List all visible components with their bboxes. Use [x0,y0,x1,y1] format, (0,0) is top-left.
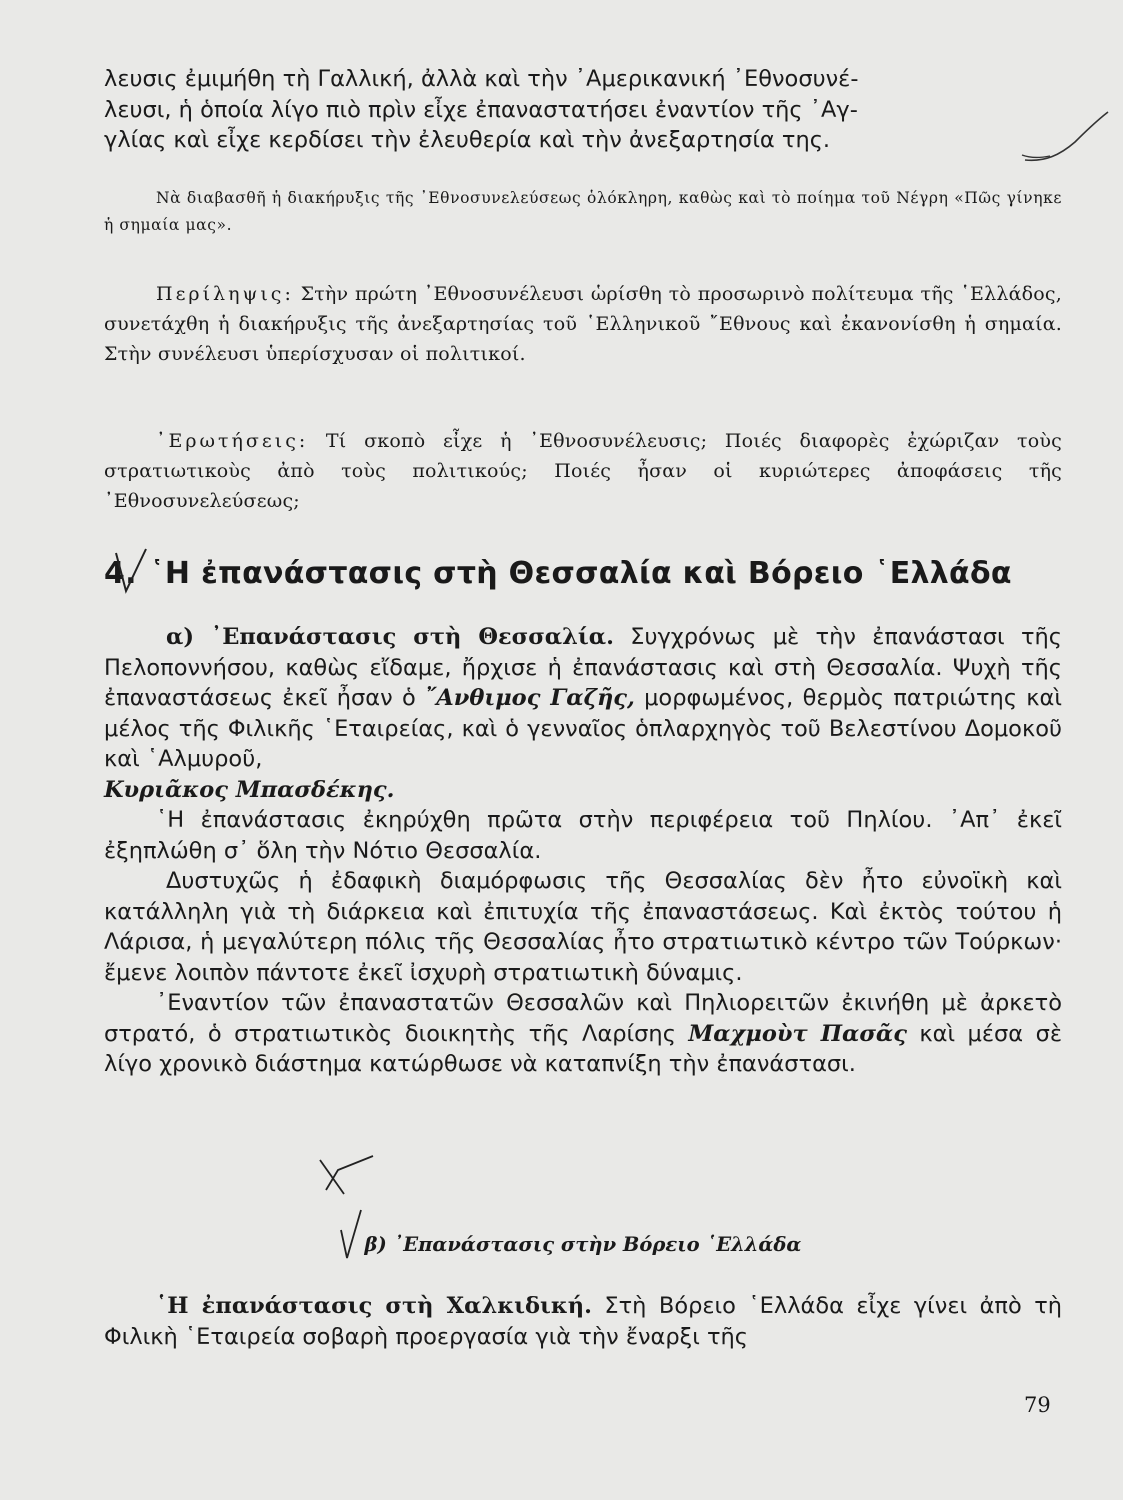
thessaly-paragraph-3: Δυστυχῶς ἡ ἐδαφικὴ διαμόρφωσις τῆς Θεσσαλίας δὲν ἦτο εὐνοϊκὴ καὶ κατάλληλη γιὰ τὴ διάρκεια καὶ ἐπιτυχία τῆς ἐπαναστάσεως. Καὶ ἐκτὸς τούτου ἡ Λάρισα, ἡ μεγαλύτερη πόλις τῆς Θεσσαλίας ἦτο στρατιωτικὸ κέντρο τῶν Τούρκων· ἔμενε λοιπὸν πάντοτε ἐκεῖ ἰσχυρὴ στρατιωτικὴ δύναμις. [104,868,1062,986]
name-kyriakos-basdekis: Κυριᾶκος Μπασδέκης. [104,776,395,803]
pen-mark-top-right [1020,100,1110,170]
north-heading: β) ᾿Επανάστασις στὴν Βόρειο ῾Ελλάδα [364,1233,802,1256]
intro-line-1: λευσις ἐμιμήθη τὴ Γαλλική, ἀλλὰ καὶ τὴν ᾿Αμερικανική ᾿Εθνοσυνέ- [104,66,859,92]
pen-mark-section [112,545,152,605]
section-title: ῾Η ἐπανάστασις στὴ Θεσσαλία καὶ Βόρειο ῾Ελλάδα [149,556,1012,591]
intro-line-3: γλίας καὶ εἶχε κερδίσει τὴν ἐλευθερία καὶ τὴν ἀνεξαρτησία της. [104,127,831,153]
thessaly-section [104,622,1062,1080]
intro-paragraph [104,64,1062,156]
questions-text: Τί σκοπὸ εἶχε ἡ ᾿Εθνοσυνέλευσις; Ποιές διαφορὲς ἐχώριζαν τοὺς στρατιωτικοὺς ἀπὸ τοὺς πολιτικούς; Ποιές ἦσαν οἱ κυριώτερες ἀποφάσεις τῆς ᾿Εθνοσυνελεύσεως; [104,430,1062,512]
thessaly-paragraph-2: ῾Η ἐπανάστασις ἐκηρύχθη πρῶτα στὴν περιφέρεια τοῦ Πηλίου. ᾿Απ᾿ ἐκεῖ ἐξηπλώθη σ᾿ ὅλη τὴν Νότιο Θεσσαλία. [104,807,1062,864]
thessaly-paragraph-1 [104,622,1062,775]
chalkidiki-heading: ῾Η ἐπανάστασις στὴ Χαλκιδική. [156,1293,592,1319]
thessaly-text-4b: καὶ μέσα σὲ λίγο χρονικὸ διάστημα κατώρθωσε νὰ καταπνίξη τὴν ἐπανάστασι. [104,1020,1062,1077]
name-kyriakos-line [104,775,1062,806]
pen-mark-thessaly-end [318,1150,378,1200]
page-number: 79 [1024,1393,1051,1417]
north-paragraph [104,1291,1062,1352]
reading-note: Νὰ διαβασθῆ ἡ διακήρυξις τῆς ᾿Εθνοσυνελεύσεως ὁλόκληρη, καθὼς καὶ τὸ ποίημα τοῦ Νέγρη «Πῶς γίνηκε ἡ σημαία μας». [104,189,1062,234]
thessaly-paragraph-4 [104,988,1062,1080]
pen-mark-north [337,1208,367,1263]
section-number: 4. [104,556,137,591]
thessaly-heading: α) ᾿Επανάστασις στὴ Θεσσαλία. [166,624,614,650]
name-anthimos-gazis: ῎Ανθιμος Γαζῆς, [425,685,635,711]
questions-label: ᾿Ερωτήσεις: [156,430,309,452]
questions-paragraph [104,426,1062,516]
intro-line-2: λευσι, ἡ ὁποία λίγο πιὸ πρὶν εἶχε ἐπαναστατήσει ἐναντίον τῆς ᾿Αγ- [104,96,858,123]
summary-label: Περίληψις: [156,283,294,305]
section-heading [104,554,1062,594]
name-mahmut-pasha: Μαχμοὺτ Πασᾶς [688,1020,907,1047]
thessaly-text-4a: ᾿Εναντίον τῶν ἐπαναστατῶν Θεσσαλῶν καὶ Πηλιορειτῶν ἐκινήθη μὲ ἀρκετὸ στρατό, ὁ στρατιωτικὸς διοικητὴς τῆς Λαρίσης [104,990,1062,1047]
thessaly-text-1a: Συγχρόνως μὲ τὴν ἐπανάστασι τῆς Πελοποννήσου, καθὼς εἴδαμε, ἤρχισε ἡ ἐπανάστασις καὶ στὴ Θεσσαλία. Ψυχὴ τῆς ἐπαναστάσεως ἐκεῖ ἦσαν ὁ [104,624,1062,711]
summary-text: Στὴν πρώτη ᾿Εθνοσυνέλευσι ὡρίσθη τὸ προσωρινὸ πολίτευμα τῆς ῾Ελλάδος, συνετάχθη ἡ διακήρυξις τῆς ἀνεξαρτησίας τοῦ ῾Ελληνικοῦ ῎Εθνους καὶ ἐκανονίσθη ἡ σημαία. Στὴν συνέλευσι ὑπερίσχυσαν οἱ πολιτικοί. [104,283,1062,365]
north-text: Στὴ Βόρειο ῾Ελλάδα εἶχε γίνει ἀπὸ τὴ Φιλικὴ ῾Εταιρεία σοβαρὴ προεργασία γιὰ τὴν ἔναρξι τῆς [104,1293,1063,1350]
thessaly-text-1b: μορφωμένος, θερμὸς πατριώτης καὶ μέλος τῆς Φιλικῆς ῾Εταιρείας, καὶ ὁ γενναῖος ὁπλαρχηγὸς τοῦ Βελεστίνου Δομοκοῦ καὶ ῾Αλμυροῦ, [104,685,1062,772]
summary-paragraph [104,279,1062,369]
